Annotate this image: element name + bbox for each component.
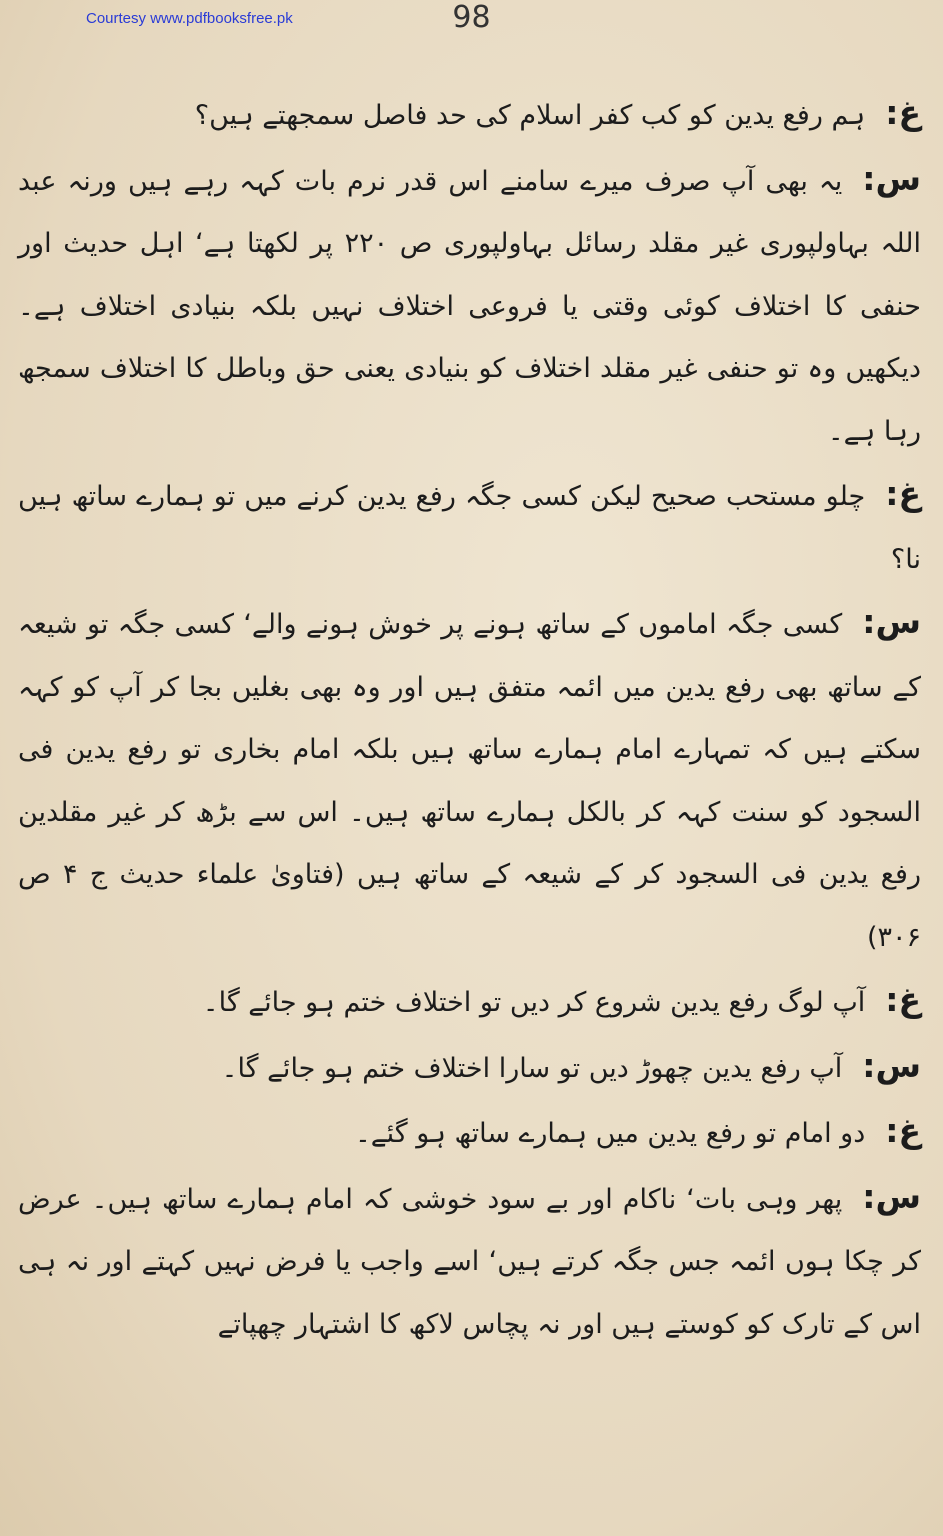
dialogue-entry: [18, 148, 921, 464]
speaker-marker: س:: [862, 1176, 921, 1216]
courtesy-watermark: Courtesy www.pdfbooksfree.pk: [86, 10, 293, 27]
speaker-marker: س:: [862, 1045, 921, 1085]
dialogue-entry: [18, 1166, 921, 1357]
speaker-marker: غ:: [885, 980, 921, 1019]
speaker-marker: غ:: [885, 1111, 921, 1150]
dialogue-entry: [18, 463, 921, 591]
entry-text: آپ لوگ رفع یدین شروع کر دیں تو اختلاف ختم ہو جائے گا۔: [202, 987, 866, 1018]
entry-text: آپ رفع یدین چھوڑ دیں تو سارا اختلاف ختم ہو جائے گا۔: [221, 1052, 843, 1084]
entry-text: یہ بھی آپ صرف میرے سامنے اس قدر نرم بات کہہ رہے ہیں ورنہ عبد اللہ بہاولپوری غیر مقلد رسائل بہاولپوری ص ۲۲۰ پر لکھتا ہے‘ اہل حدیث اور حنفی کا اختلاف کوئی وقتی یا فروعی اختلاف نہیں بلکہ بنیادی اختلاف ہے۔ دیکھیں وہ تو حنفی غیر مقلد اختلاف کو بنیادی یعنی حق وباطل کا اختلاف سمجھ رہا ہے۔: [18, 165, 921, 447]
speaker-marker: س:: [862, 602, 921, 641]
entry-text: دو امام تو رفع یدین میں ہمارے ساتھ ہو گئے۔: [354, 1118, 866, 1149]
dialogue-entry: [18, 591, 921, 969]
entry-text: ہم رفع یدین کو کب کفر اسلام کی حد فاصل سمجھتے ہیں؟: [194, 100, 866, 131]
entry-text: کسی جگہ اماموں کے ساتھ ہونے پر خوش ہونے والے‘ کسی جگہ تو شیعہ کے ساتھ بھی رفع یدین میں ائمہ متفق ہیں اور وہ بھی بغلیں بجا کر آپ کو کہہ سکتے ہیں کہ تمہارے امام ہمارے ساتھ ہیں بلکہ امام بخاری تو رفع یدین فی السجود کو سنت کہہ کر بالکل ہمارے ساتھ ہیں۔ اس سے بڑھ کر غیر مقلدین رفع یدین فی السجود کر کے شیعہ کے ساتھ ہیں (فتاویٰ علماء حدیث ج ۴ ص ۳۰۶): [18, 609, 921, 953]
speaker-marker: غ:: [885, 474, 921, 513]
dialogue-entry: [18, 969, 921, 1035]
speaker-marker: س:: [862, 158, 921, 198]
dialogue-entry: [18, 1035, 921, 1101]
dialogue-entry: [18, 1100, 921, 1166]
page-number: 98: [452, 0, 491, 35]
dialogue-entry: [18, 82, 921, 148]
dialogue-text: [18, 82, 921, 1356]
entry-text: پھر وہی بات‘ ناکام اور بے سود خوشی کہ امام ہمارے ساتھ ہیں۔ عرض کر چکا ہوں ائمہ جس جگہ کرتے ہیں‘ اسے واجب یا فرض نہیں کہتے اور نہ ہی اس کے تارک کو کوستے ہیں اور نہ پچاس لاکھ کا اشتہار چھپاتے: [18, 1183, 921, 1340]
entry-text: چلو مستحب صحیح لیکن کسی جگہ رفع یدین کرنے میں تو ہمارے ساتھ ہیں نا؟: [18, 481, 921, 575]
speaker-marker: غ:: [885, 93, 921, 132]
